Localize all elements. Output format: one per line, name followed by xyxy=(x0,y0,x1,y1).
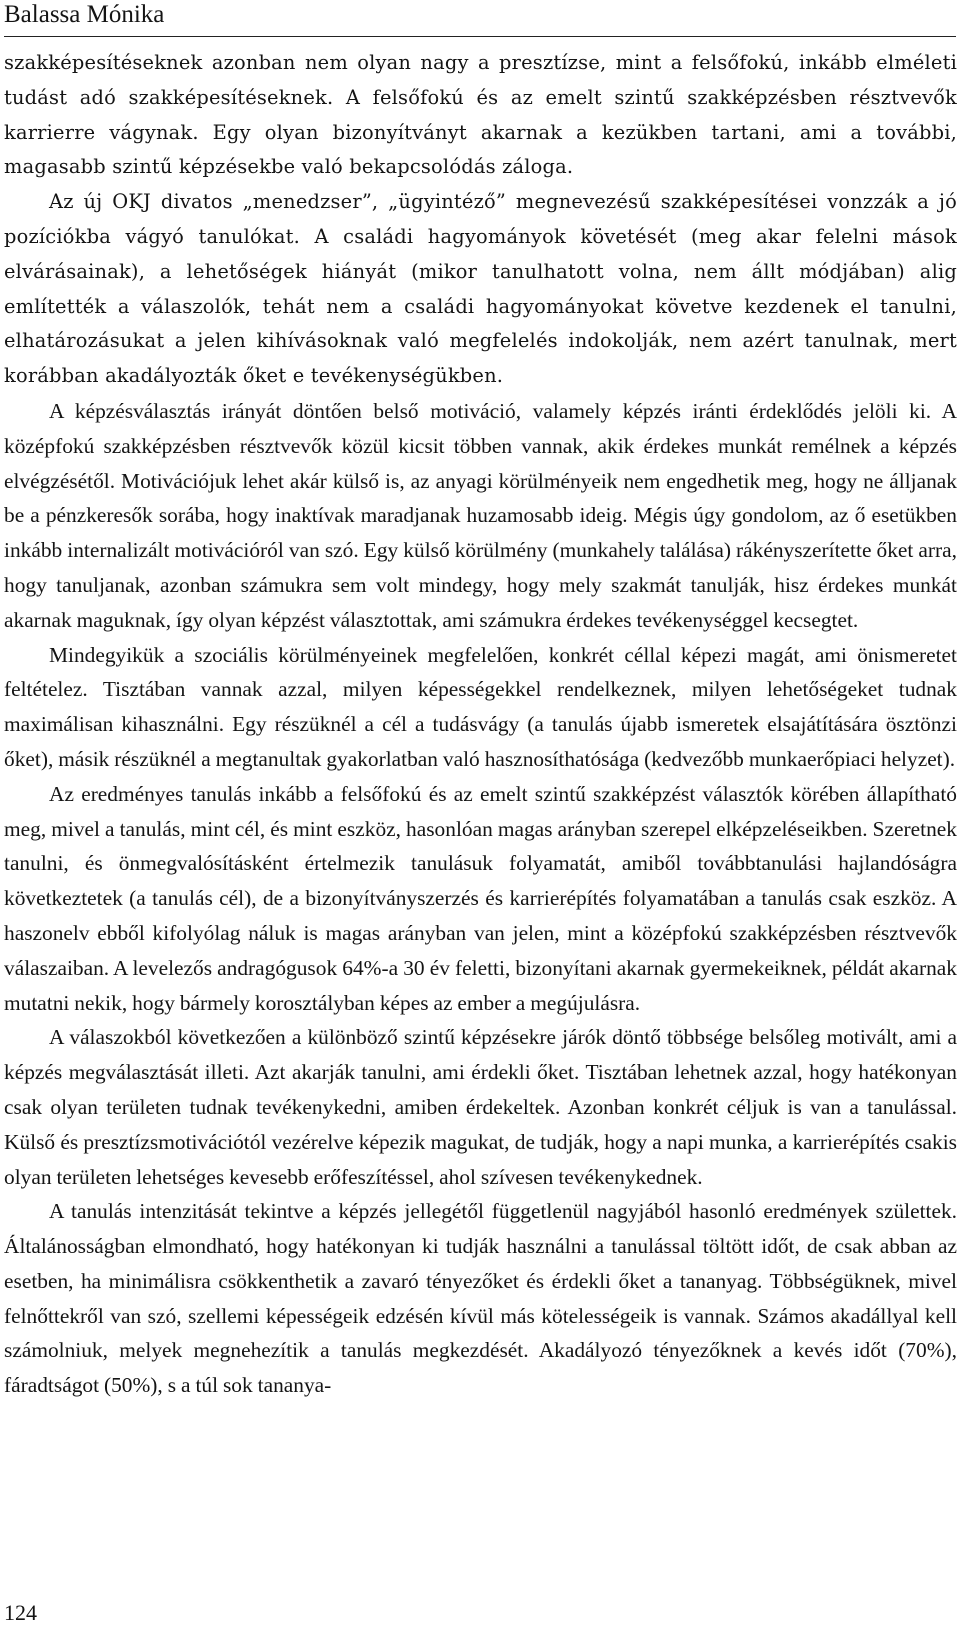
paragraph-4: Mindegyikük a szociális körülményeinek megfelelően, konkrét céllal képezi magát, ami önismeretet feltételez. Tisztában vannak azzal, milyen képességekkel rendelkeznek, milyen lehetőségeket tudnak maximálisan kihasználni. Egy részüknél a cél a tudásvágy (a tanulás újabb ismeretek elsajátítására ösztönzi őket), másik részüknél a megtanultak gyakorlatban való hasznosíthatósága (kedvezőbb munkaerőpiaci helyzet). xyxy=(4,642,957,771)
paragraph-6: A válaszokból következően a különböző szintű képzésekre járók döntő többsége belsőleg motivált, ami a képzés megválasztását illeti. Azt akarják tanulni, ami érdekli őket. Tisztában lehetnek azzal, hogy hatékonyan csak olyan területen tudnak tevékenykedni, amiben érdekeltek. Azonban konkrét céljuk is van a tanulással. Külső és presztízsmotivációtól vezérelve képezik magukat, de tudják, hogy a napi munka, a karrierépítés csakis olyan területen lehetséges kevesebb erőfeszítéssel, ahol szívesen tevékenykednek. xyxy=(4,1025,957,1189)
paragraph-1: szakképesítéseknek azonban nem olyan nagy a presztízse, mint a felsőfokú, inkább elméleti tudást adó szakképesítéseknek. A felsőfokú és az emelt szintű szakképzésben résztvevők karrierre vágynak. Egy olyan bizonyítványt akarnak a kezükben tartani, ami a további, magasabb szintű képzésekbe való bekapcsolódás záloga. xyxy=(4,51,957,179)
header-rule xyxy=(4,36,956,37)
paragraph-3: A képzésválasztás irányát döntően belső motiváció, valamely képzés iránti érdeklődés jelöli ki. A középfokú szakképzésben résztvevők közül kicsit többen vannak, akik érdekes munkát remélnek a képzés elvégzésétől. Motivációjuk lehet akár külső is, az anyagi körülményeik nem engedhetik meg, hogy ne álljanak be a pénzkeresők sorába, hogy inaktívak maradjanak huzamosabb ideig. Mégis úgy gondolom, az ő esetükben inkább internalizált motivációról van szó. Egy külső körülmény (munkahely találása) rákényszerítette őket arra, hogy tanuljanak, azonban számukra sem volt mindegy, hogy mely szakmát tanulják, hisz érdekes munkát akarnak maguknak, így olyan képzést választottak, ami számukra érdekes tevékenységgel kecsegtet. xyxy=(4,398,957,632)
paragraph-5: Az eredményes tanulás inkább a felsőfokú és az emelt szintű szakképzést választók körében állapítható meg, mivel a tanulás, mint cél, és mint eszköz, hasonlóan magas arányban szerepel elképzeléseikben. Szeretnek tanulni, és önmegvalósításként értelmezik tanulásuk folyamatát, amiből továbbtanulási hajlandóságra következtetek (a tanulás cél), de a bizonyítványszerzés és karrierépítés folyamatában a tanulás csak eszköz. A haszonelv ebből kifolyólag náluk is magas arányban van jelen, mint a középfokú szakképzésben résztvevők válaszaiban. A levelezős andragógusok 64%-a 30 év feletti, bizonyítani akarnak gyermekeiknek, példát akarnak mutatni nekik, hogy bármely korosztályban képes az ember a megújulásra. xyxy=(4,781,957,1015)
paragraph-7: A tanulás intenzitását tekintve a képzés jellegétől függetlenül nagyjából hasonló eredmények születtek. Általánosságban elmondható, hogy hatékonyan ki tudják használni a tanulással töltött időt, de csak abban az esetben, ha minimálisra csökkenthetik a zavaró tényezőket és érdekli őket a tananyag. Többségüknek, mivel felnőttekről van szó, szellemi képességeik edzésén kívül más kötelességeik is vannak. Számos akadállyal kell számolniuk, melyek megnehezítik a tanulás megkezdését. Akadályozó tényezőknek a kevés időt (70%), fáradtságot (50%), s a túl sok tananya- xyxy=(4,1199,957,1398)
page-number: 124 xyxy=(4,1600,37,1625)
body-text xyxy=(4,46,957,1403)
paragraph-2: Az új OKJ divatos „menedzser”, „ügyintéző” megnevezésű szakképesítései vonzzák a jó pozíciókba vágyó tanulókat. A családi hagyományok követését (meg akar felelni mások elvárásainak), a lehetőségek hiányát (mikor tanulhatott volna, nem állt módjában) alig említették a válaszolók, tehát nem a családi hagyományokat követve kezdenek el tanulni, elhatározásukat a jelen kihívásoknak való megfelelés indokolják, nem azért tanulnak, mert korábban akadályozták őket e tevékenységükben. xyxy=(4,190,957,388)
running-header-author: Balassa Mónika xyxy=(4,1,165,28)
